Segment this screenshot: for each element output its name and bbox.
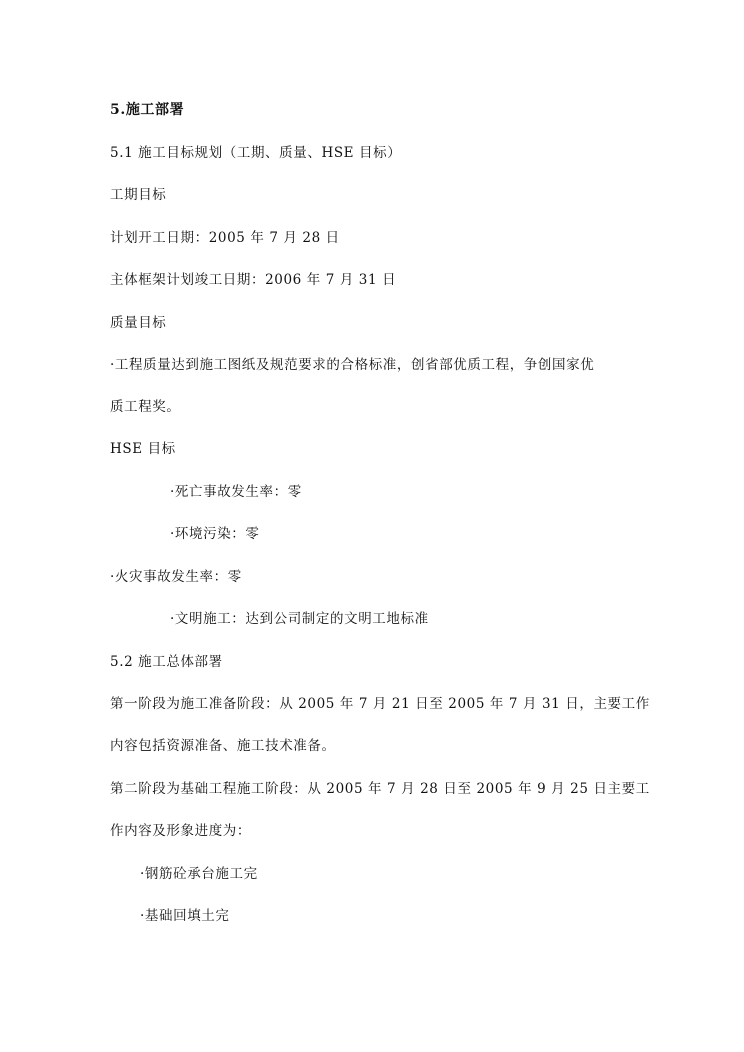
hse-item-pollution: ·环境污染：零 xyxy=(170,526,260,542)
quality-goal-line-1: ·工程质量达到施工图纸及规范要求的合格标准，创省部优质工程，争创国家优 xyxy=(110,357,595,373)
planned-start-date: 计划开工日期：2005 年 7 月 28 日 xyxy=(110,230,340,246)
quality-goal-line-2: 质工程奖。 xyxy=(110,399,181,415)
subsection-title-5-1: 5.1 施工目标规划（工期、质量、HSE 目标） xyxy=(110,145,402,161)
hse-item-fire: ·火灾事故发生率：零 xyxy=(110,569,242,585)
phase-2-item-pile-cap: ·钢筋砼承台施工完 xyxy=(140,866,258,882)
phase-2-line-1: 第二阶段为基础工程施工阶段：从 2005 年 7 月 28 日至 2005 年 9 月 25 日主要工 xyxy=(110,781,650,797)
phase-1-line-1: 第一阶段为施工准备阶段：从 2005 年 7 月 21 日至 2005 年 7 月 31 日，主要工作 xyxy=(110,696,650,712)
hse-goal-title: HSE 目标 xyxy=(110,441,176,457)
main-frame-completion-date: 主体框架计划竣工日期：2006 年 7 月 31 日 xyxy=(110,272,397,288)
quality-goal-title: 质量目标 xyxy=(110,315,167,331)
phase-2-item-backfill: ·基础回填土完 xyxy=(140,908,230,924)
hse-item-fatality: ·死亡事故发生率：零 xyxy=(170,484,302,500)
section-heading: 5.施工部署 xyxy=(110,102,185,118)
schedule-goal-title: 工期目标 xyxy=(110,187,167,203)
phase-1-line-2: 内容包括资源准备、施工技术准备。 xyxy=(110,738,336,754)
phase-2-line-2: 作内容及形象进度为： xyxy=(110,823,251,839)
hse-item-civilized-construction: ·文明施工：达到公司制定的文明工地标准 xyxy=(170,611,429,627)
subsection-title-5-2: 5.2 施工总体部署 xyxy=(110,654,223,670)
